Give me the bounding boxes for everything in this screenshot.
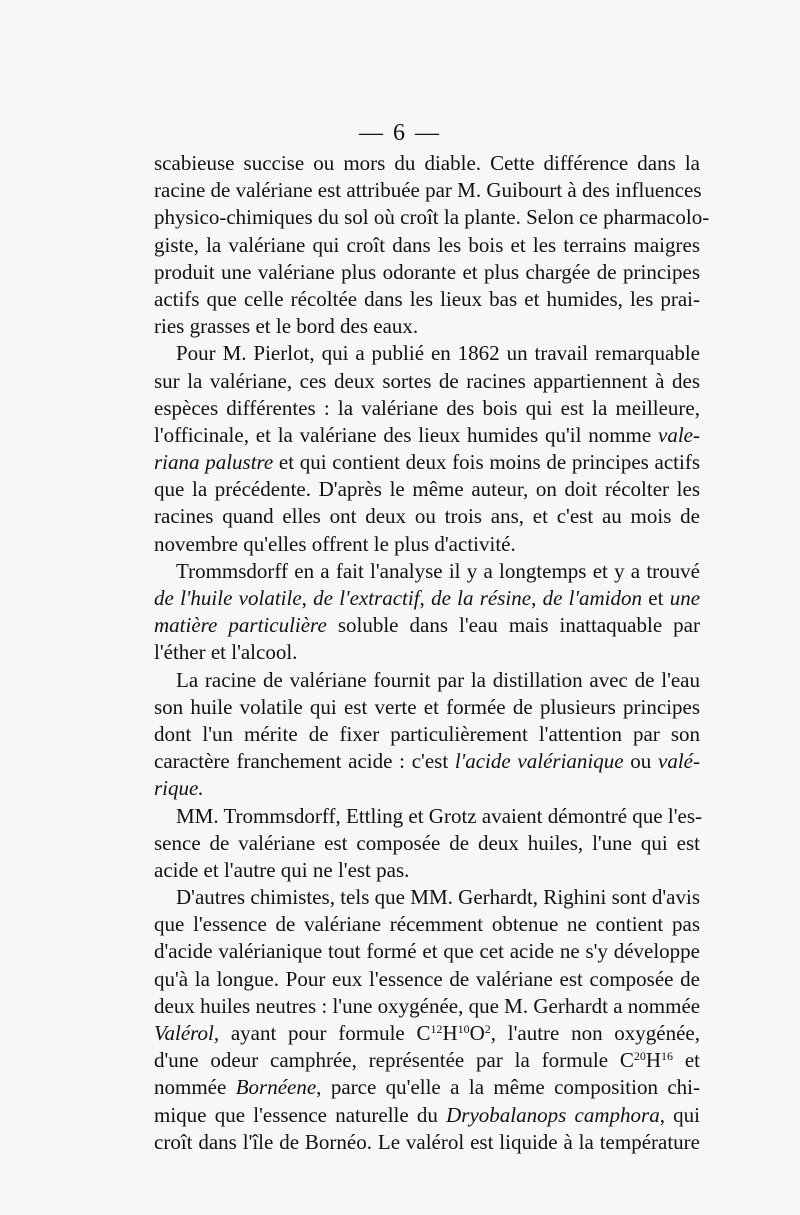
- paragraph-3: [154, 558, 700, 667]
- text-line: [154, 449, 700, 476]
- text-line: acide et l'autre qui ne l'est pas.: [154, 857, 410, 882]
- text-line: ries grasses et le bord des eaux.: [154, 314, 419, 339]
- paragraph-5: [154, 803, 700, 885]
- text-line: racines quand elles ont deux ou trois ans, et c'est au mois de: [154, 504, 700, 529]
- italic-term: Dryobalanops camphora: [446, 1102, 660, 1127]
- italic-term: riana palustre: [154, 450, 274, 475]
- text-run: et qui contient deux fois moins de principes actifs: [273, 450, 700, 475]
- text-line: [154, 1020, 700, 1047]
- italic-term: Bornéene: [235, 1075, 317, 1100]
- text-line: que l'essence de valériane récemment obtenue ne contient pas: [154, 912, 700, 937]
- text-run: nommée: [154, 1075, 236, 1100]
- superscript: 16: [661, 1049, 674, 1064]
- text-line: sur la valériane, ces deux sortes de racines appartiennent à des: [154, 368, 700, 393]
- italic-term: l'acide valérianique: [454, 749, 624, 774]
- text-line: produit une valériane plus odorante et plus chargée de principes: [154, 259, 700, 284]
- superscript: 2: [484, 1022, 491, 1036]
- text-line: novembre qu'elles offrent le plus d'activité.: [154, 531, 516, 556]
- text-line: racine de valériane est attribuée par M. Guibourt à des influences: [154, 178, 702, 203]
- text-line: [154, 775, 700, 802]
- text-run: H: [645, 1048, 662, 1073]
- text-line: qu'à la longue. Pour eux l'essence de valériane est composée de: [154, 966, 700, 991]
- text-run: , ayant pour formule C: [213, 1021, 431, 1045]
- italic-term: de l'huile volatile: [154, 586, 302, 610]
- italic-term: rique.: [154, 776, 204, 801]
- text-line: La racine de valériane fournit par la distillation avec de l'eau: [176, 667, 700, 692]
- text-line: [154, 422, 700, 449]
- paragraph-1: [154, 150, 710, 340]
- text-run: soluble dans l'eau mais inattaquable par: [326, 613, 700, 638]
- italic-term: vale-: [658, 422, 700, 447]
- text-line: MM. Trommsdorff, Ettling et Grotz avaient démontré que l'es-: [176, 803, 702, 828]
- text-run: mique que l'essence naturelle du: [154, 1102, 447, 1127]
- italic-term: matière particulière: [154, 613, 327, 638]
- paragraph-6: [154, 884, 700, 1156]
- text-line: giste, la valériane qui croît dans les bois et les terrains maigres: [154, 232, 700, 257]
- italic-term: valé-: [658, 749, 700, 774]
- page-number: — 6 —: [359, 120, 441, 146]
- italic-term: de l'extractif: [313, 586, 420, 610]
- superscript: 20: [633, 1049, 646, 1064]
- text-run: et: [642, 586, 670, 610]
- text-run: H: [442, 1021, 458, 1045]
- text-line: [154, 1102, 700, 1129]
- text-line: D'autres chimistes, tels que MM. Gerhardt, Righini sont d'avis: [176, 885, 700, 910]
- italic-term: de l'amidon: [542, 586, 642, 610]
- text-line: physico-chimiques du sol où croît la plante. Selon ce pharmacolo-: [154, 205, 710, 230]
- text-run: ,: [531, 586, 543, 610]
- text-line: actifs que celle récoltée dans les lieux bas et humides, les prai-: [154, 286, 700, 311]
- text-run: et: [673, 1048, 700, 1073]
- text-line: [154, 585, 700, 612]
- italic-term: de la résine: [431, 586, 532, 610]
- text-run: , qui: [659, 1102, 701, 1127]
- text-run: d'une odeur camphrée, représentée par la formule C: [154, 1048, 634, 1073]
- italic-term: une: [669, 586, 701, 610]
- superscript: 12: [430, 1022, 443, 1036]
- text-run: , parce qu'elle a la même composition chi-: [316, 1075, 700, 1100]
- paragraph-2: [154, 340, 700, 558]
- text-line: son huile volatile qui est verte et formée de plusieurs principes: [154, 694, 700, 719]
- text-line: [154, 1074, 700, 1101]
- text-line: scabieuse succise ou mors du diable. Cette différence dans la: [154, 151, 700, 175]
- text-line: Trommsdorff en a fait l'analyse il y a longtemps et y a trouvé: [176, 558, 700, 583]
- text-line: Pour M. Pierlot, qui a publié en 1862 un travail remarquable: [176, 341, 700, 366]
- text-run: caractère franchement acide : c'est: [154, 749, 455, 774]
- text-line: deux huiles neutres : l'une oxygénée, que M. Gerhardt a nommée: [154, 993, 701, 1018]
- text-line: l'éther et l'alcool.: [154, 640, 298, 665]
- text-line: [154, 612, 700, 639]
- body-text: [154, 150, 710, 1156]
- text-line: dont l'un mérite de fixer particulièrement l'attention par son: [154, 721, 700, 746]
- text-run: O: [469, 1021, 485, 1045]
- paragraph-4: [154, 667, 700, 803]
- text-line: sence de valériane est composée de deux huiles, l'une qui est: [154, 830, 700, 855]
- text-line: croît dans l'île de Bornéo. Le valérol est liquide à la température: [154, 1129, 700, 1154]
- text-run: , l'autre non oxygénée,: [490, 1021, 700, 1045]
- text-run: ou: [623, 749, 659, 774]
- text-run: l'officinale, et la valériane des lieux humides qu'il nomme: [154, 422, 659, 447]
- italic-term: Valérol: [154, 1021, 214, 1045]
- text-line: espèces différentes : la valériane des bois qui est la meilleure,: [154, 395, 700, 420]
- text-line: d'acide valérianique tout formé et que cet acide ne s'y développe: [154, 939, 700, 964]
- superscript: 10: [457, 1022, 470, 1036]
- text-line: que la précédente. D'après le même auteur, on doit récolter les: [154, 477, 700, 502]
- text-run: ,: [419, 586, 432, 610]
- text-line: [154, 1047, 700, 1074]
- text-line: [154, 748, 700, 775]
- text-run: ,: [301, 586, 314, 610]
